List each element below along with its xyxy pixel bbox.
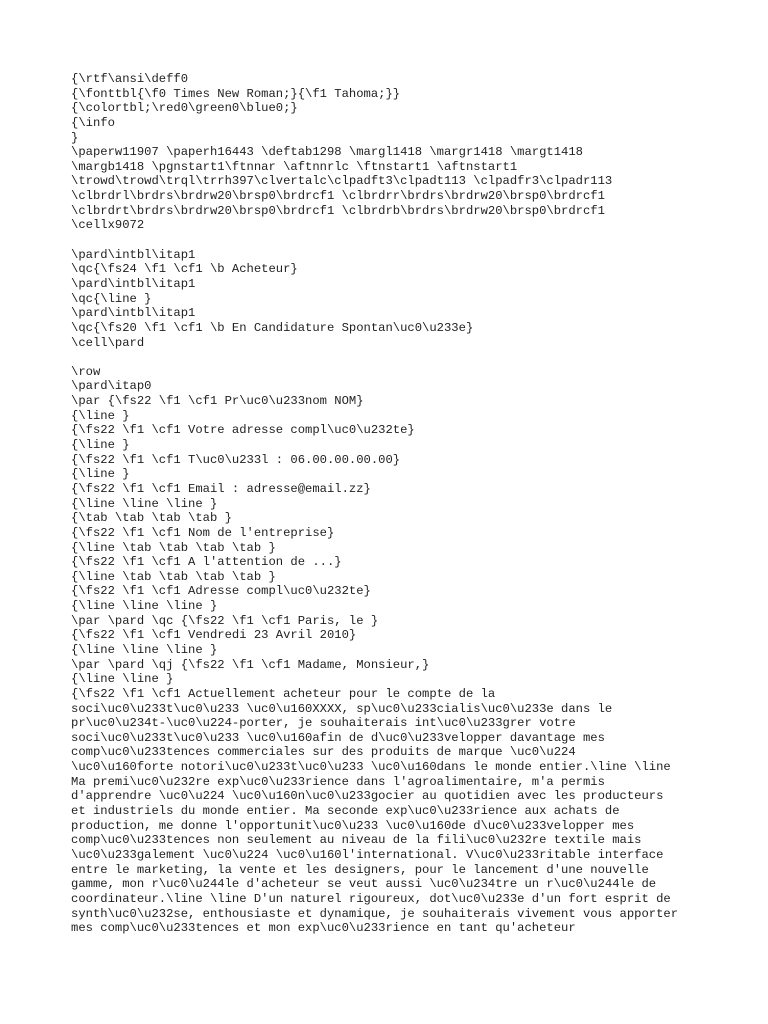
text-line: {\line } <box>71 467 130 482</box>
text-line: {\line \tab \tab \tab \tab } <box>71 569 276 584</box>
text-line: {\colortbl;\red0\green0\blue0;} <box>71 101 298 116</box>
text-line: d'apprendre \uc0\u224 \uc0\u160n\uc0\u233gocier au quotidien avec les producteurs <box>71 789 664 804</box>
text-line: \clbrdrl\brdrs\brdrw20\brsp0\brdrcf1 \clbrdrr\brdrs\brdrw20\brsp0\brdrcf1 <box>71 189 605 204</box>
text-line: {\fs22 \f1 \cf1 Nom de l'entreprise} <box>71 525 335 540</box>
text-line: \uc0\u160forte notori\uc0\u233t\uc0\u233 \uc0\u160dans le monde entier.\line \line <box>71 760 671 775</box>
text-line: \pard\itap0 <box>71 379 152 394</box>
text-line: {\line } <box>71 438 130 453</box>
text-line: } <box>71 130 79 145</box>
text-line: \pard\intbl\itap1 <box>71 306 196 321</box>
text-line: \paperw11907 \paperh16443 \deftab1298 \margl1418 \margr1418 \margt1418 <box>71 145 583 160</box>
text-line: \qc{\fs24 \f1 \cf1 \b Acheteur} <box>71 262 298 277</box>
text-line: entre le marketing, la vente et les designers, pour le lancement d'une nouvelle <box>71 862 649 877</box>
text-line: soci\uc0\u233t\uc0\u233 \uc0\u160XXXX, sp\uc0\u233cialis\uc0\u233e dans le <box>71 701 613 716</box>
text-line: comp\uc0\u233tences non seulement au niveau de la fili\uc0\u232re textile mais <box>71 833 642 848</box>
text-line: Ma premi\uc0\u232re exp\uc0\u233rience dans l'agroalimentaire, m'a permis <box>71 774 605 789</box>
text-line: \par \pard \qc {\fs22 \f1 \cf1 Paris, le } <box>71 613 379 628</box>
text-line <box>71 350 751 365</box>
text-line: {\line \line \line } <box>71 599 218 614</box>
text-line: \qc{\fs20 \f1 \cf1 \b En Candidature Spontan\uc0\u233e} <box>71 320 474 335</box>
text-line: comp\uc0\u233tences commerciales sur des produits de marque \uc0\u224 <box>71 745 576 760</box>
text-line: {\line } <box>71 408 130 423</box>
text-line: \clbrdrt\brdrs\brdrw20\brsp0\brdrcf1 \clbrdrb\brdrs\brdrw20\brsp0\brdrcf1 <box>71 203 605 218</box>
text-line: {\fs22 \f1 \cf1 Email : adresse@email.zz} <box>71 481 371 496</box>
text-line: {\line \line } <box>71 672 174 687</box>
text-line: synth\uc0\u232se, enthousiaste et dynamique, je souhaiterais vivement vous apporter <box>71 906 679 921</box>
text-line: et industriels du monde entier. Ma seconde exp\uc0\u233rience aux achats de <box>71 804 620 819</box>
text-line: \qc{\line } <box>71 291 152 306</box>
text-line: \pard\intbl\itap1 <box>71 247 196 262</box>
text-line: {\fs22 \f1 \cf1 Adresse compl\uc0\u232te} <box>71 584 371 599</box>
text-line: {\line \line \line } <box>71 642 218 657</box>
text-line: production, me donne l'opportunit\uc0\u233 \uc0\u160de d\uc0\u233velopper mes <box>71 818 635 833</box>
text-line: gamme, mon r\uc0\u244le d'acheteur se veut aussi \uc0\u234tre un r\uc0\u244le de <box>71 877 657 892</box>
text-line: \trowd\trowd\trql\trrh397\clvertalc\clpadft3\clpadt113 \clpadfr3\clpadr113 <box>71 174 613 189</box>
text-line: {\fs22 \f1 \cf1 A l'attention de ...} <box>71 555 342 570</box>
text-line: \par {\fs22 \f1 \cf1 Pr\uc0\u233nom NOM} <box>71 394 364 409</box>
text-line: \uc0\u233galement \uc0\u224 \uc0\u160l'international. V\uc0\u233ritable interface <box>71 847 664 862</box>
text-line: {\fs22 \f1 \cf1 Votre adresse compl\uc0\u232te} <box>71 423 415 438</box>
text-line: soci\uc0\u233t\uc0\u233 \uc0\u160afin de d\uc0\u233velopper davantage mes <box>71 730 605 745</box>
text-line: {\fs22 \f1 \cf1 Actuellement acheteur pour le compte de la <box>71 686 496 701</box>
text-line: {\tab \tab \tab \tab } <box>71 511 232 526</box>
text-line: {\info <box>71 115 115 130</box>
text-line: {\line \tab \tab \tab \tab } <box>71 540 276 555</box>
text-line: {\rtf\ansi\deff0 <box>71 72 189 86</box>
text-line: pr\uc0\u234t-\uc0\u224-porter, je souhaiterais int\uc0\u233grer votre <box>71 716 576 731</box>
text-line: \cell\pard <box>71 335 145 350</box>
text-line: coordinateur.\line \line D'un naturel rigoureux, dot\uc0\u233e d'un fort esprit de <box>71 891 671 906</box>
text-line: {\fs22 \f1 \cf1 Vendredi 23 Avril 2010} <box>71 628 357 643</box>
text-line: {\fonttbl{\f0 Times New Roman;}{\f1 Tahoma;}} <box>71 86 401 101</box>
text-line <box>71 233 751 248</box>
text-line: \row <box>71 364 101 379</box>
text-line: \margb1418 \pgnstart1\ftnnar \aftnnrlc \ftnstart1 \aftnstart1 <box>71 159 518 174</box>
text-line: {\line \line \line } <box>71 496 218 511</box>
text-line: \pard\intbl\itap1 <box>71 276 196 291</box>
text-line: \cellx9072 <box>71 218 145 233</box>
text-line: \par \pard \qj {\fs22 \f1 \cf1 Madame, Monsieur,} <box>71 657 430 672</box>
rtf-source-text <box>71 72 751 936</box>
text-line: mes comp\uc0\u233tences et mon exp\uc0\u233rience en tant qu'acheteur <box>71 921 576 936</box>
text-line: {\fs22 \f1 \cf1 T\uc0\u233l : 06.00.00.00.00} <box>71 452 401 467</box>
